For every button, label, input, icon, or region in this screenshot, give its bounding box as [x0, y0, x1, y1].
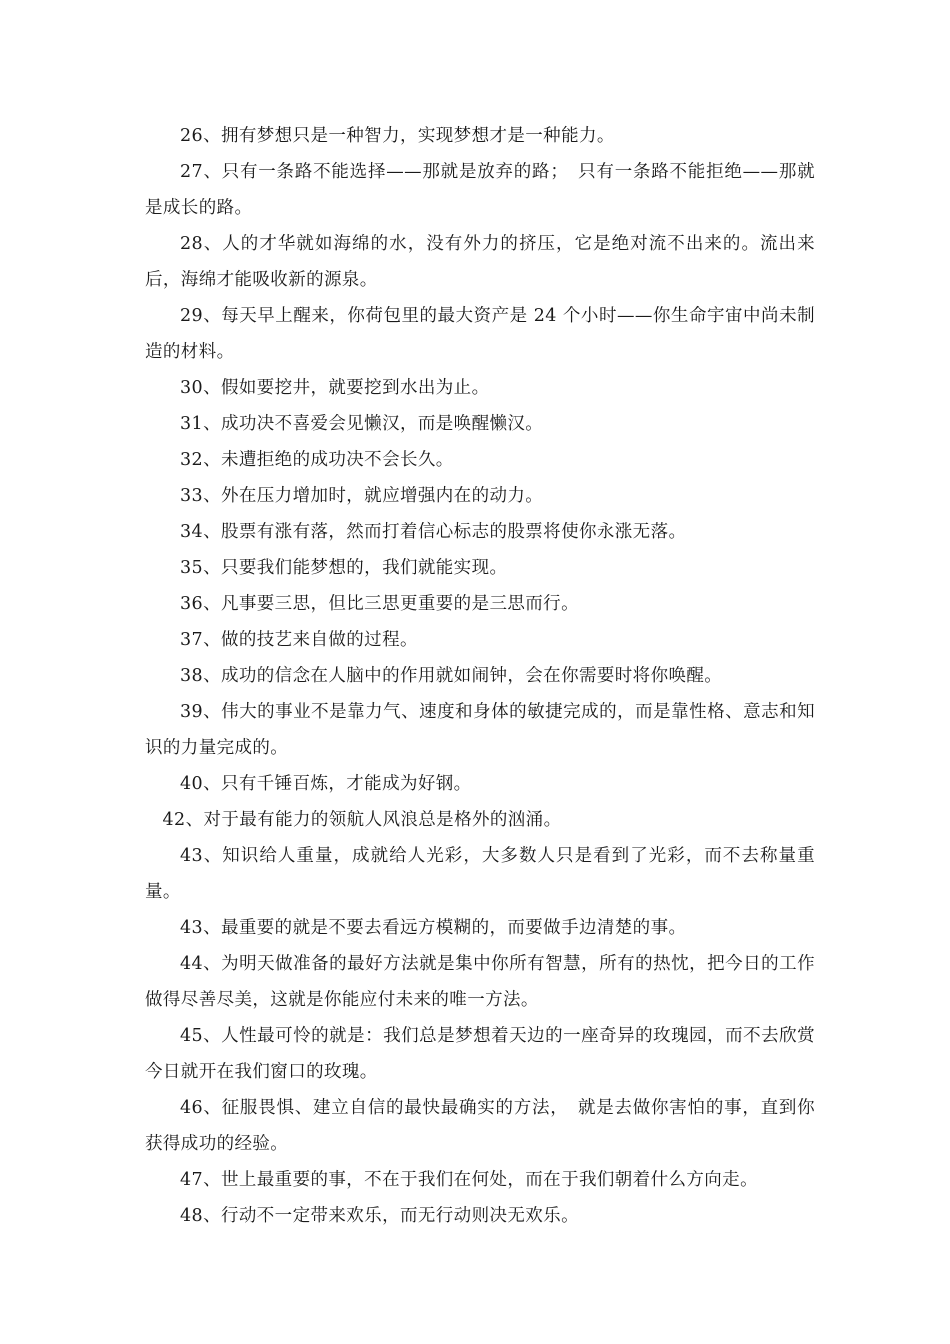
paragraph-39: 39、伟大的事业不是靠力气、速度和身体的敏捷完成的，而是靠性格、意志和知识的力量完成的。 [145, 702, 815, 758]
paragraph-30: 30、假如要挖井，就要挖到水出为止。 [180, 378, 490, 398]
paragraph-42: 42、对于最有能力的领航人风浪总是格外的汹涌。 [162, 810, 562, 830]
paragraph-31: 31、成功决不喜爱会见懒汉，而是唤醒懒汉。 [180, 414, 544, 434]
paragraph-28: 28、人的才华就如海绵的水，没有外力的挤压，它是绝对流不出来的。流出来后，海绵才能吸收新的源泉。 [145, 234, 815, 290]
paragraph-48: 48、行动不一定带来欢乐，而无行动则决无欢乐。 [180, 1206, 579, 1226]
paragraph-44: 44、为明天做准备的最好方法就是集中你所有智慧，所有的热忱，把今日的工作做得尽善尽美，这就是你能应付未来的唯一方法。 [145, 954, 815, 1010]
paragraph-45: 45、人性最可怜的就是：我们总是梦想着天边的一座奇异的玫瑰园，而不去欣赏今日就开在我们窗口的玫瑰。 [145, 1026, 815, 1082]
paragraph-37: 37、做的技艺来自做的过程。 [180, 630, 418, 650]
paragraph-34: 34、股票有涨有落，然而打着信心标志的股票将使你永涨无落。 [180, 522, 687, 542]
paragraph-32: 32、未遭拒绝的成功决不会长久。 [180, 450, 454, 470]
paragraph-35: 35、只要我们能梦想的，我们就能实现。 [180, 558, 508, 578]
paragraph-26: 26、拥有梦想只是一种智力，实现梦想才是一种能力。 [180, 126, 615, 146]
paragraph-46: 46、征服畏惧、建立自信的最快最确实的方法， 就是去做你害怕的事，直到你获得成功的经验。 [145, 1098, 815, 1154]
paragraph-43a: 43、知识给人重量，成就给人光彩，大多数人只是看到了光彩，而不去称量重量。 [145, 846, 815, 902]
paragraph-43b: 43、最重要的就是不要去看远方模糊的，而要做手边清楚的事。 [180, 918, 687, 938]
paragraph-36: 36、凡事要三思，但比三思更重要的是三思而行。 [180, 594, 579, 614]
paragraph-29: 29、每天早上醒来，你荷包里的最大资产是 24 个小时——你生命宇宙中尚未制造的材料。 [145, 306, 815, 362]
paragraph-33: 33、外在压力增加时，就应增强内在的动力。 [180, 486, 544, 506]
paragraph-47: 47、世上最重要的事，不在于我们在何处，而在于我们朝着什么方向走。 [180, 1170, 758, 1190]
paragraph-27: 27、只有一条路不能选择——那就是放弃的路； 只有一条路不能拒绝——那就是成长的路。 [145, 162, 815, 218]
document-body [145, 118, 815, 1234]
paragraph-38: 38、成功的信念在人脑中的作用就如闹钟，会在你需要时将你唤醒。 [180, 666, 723, 686]
paragraph-40: 40、只有千锤百炼，才能成为好钢。 [180, 774, 472, 794]
